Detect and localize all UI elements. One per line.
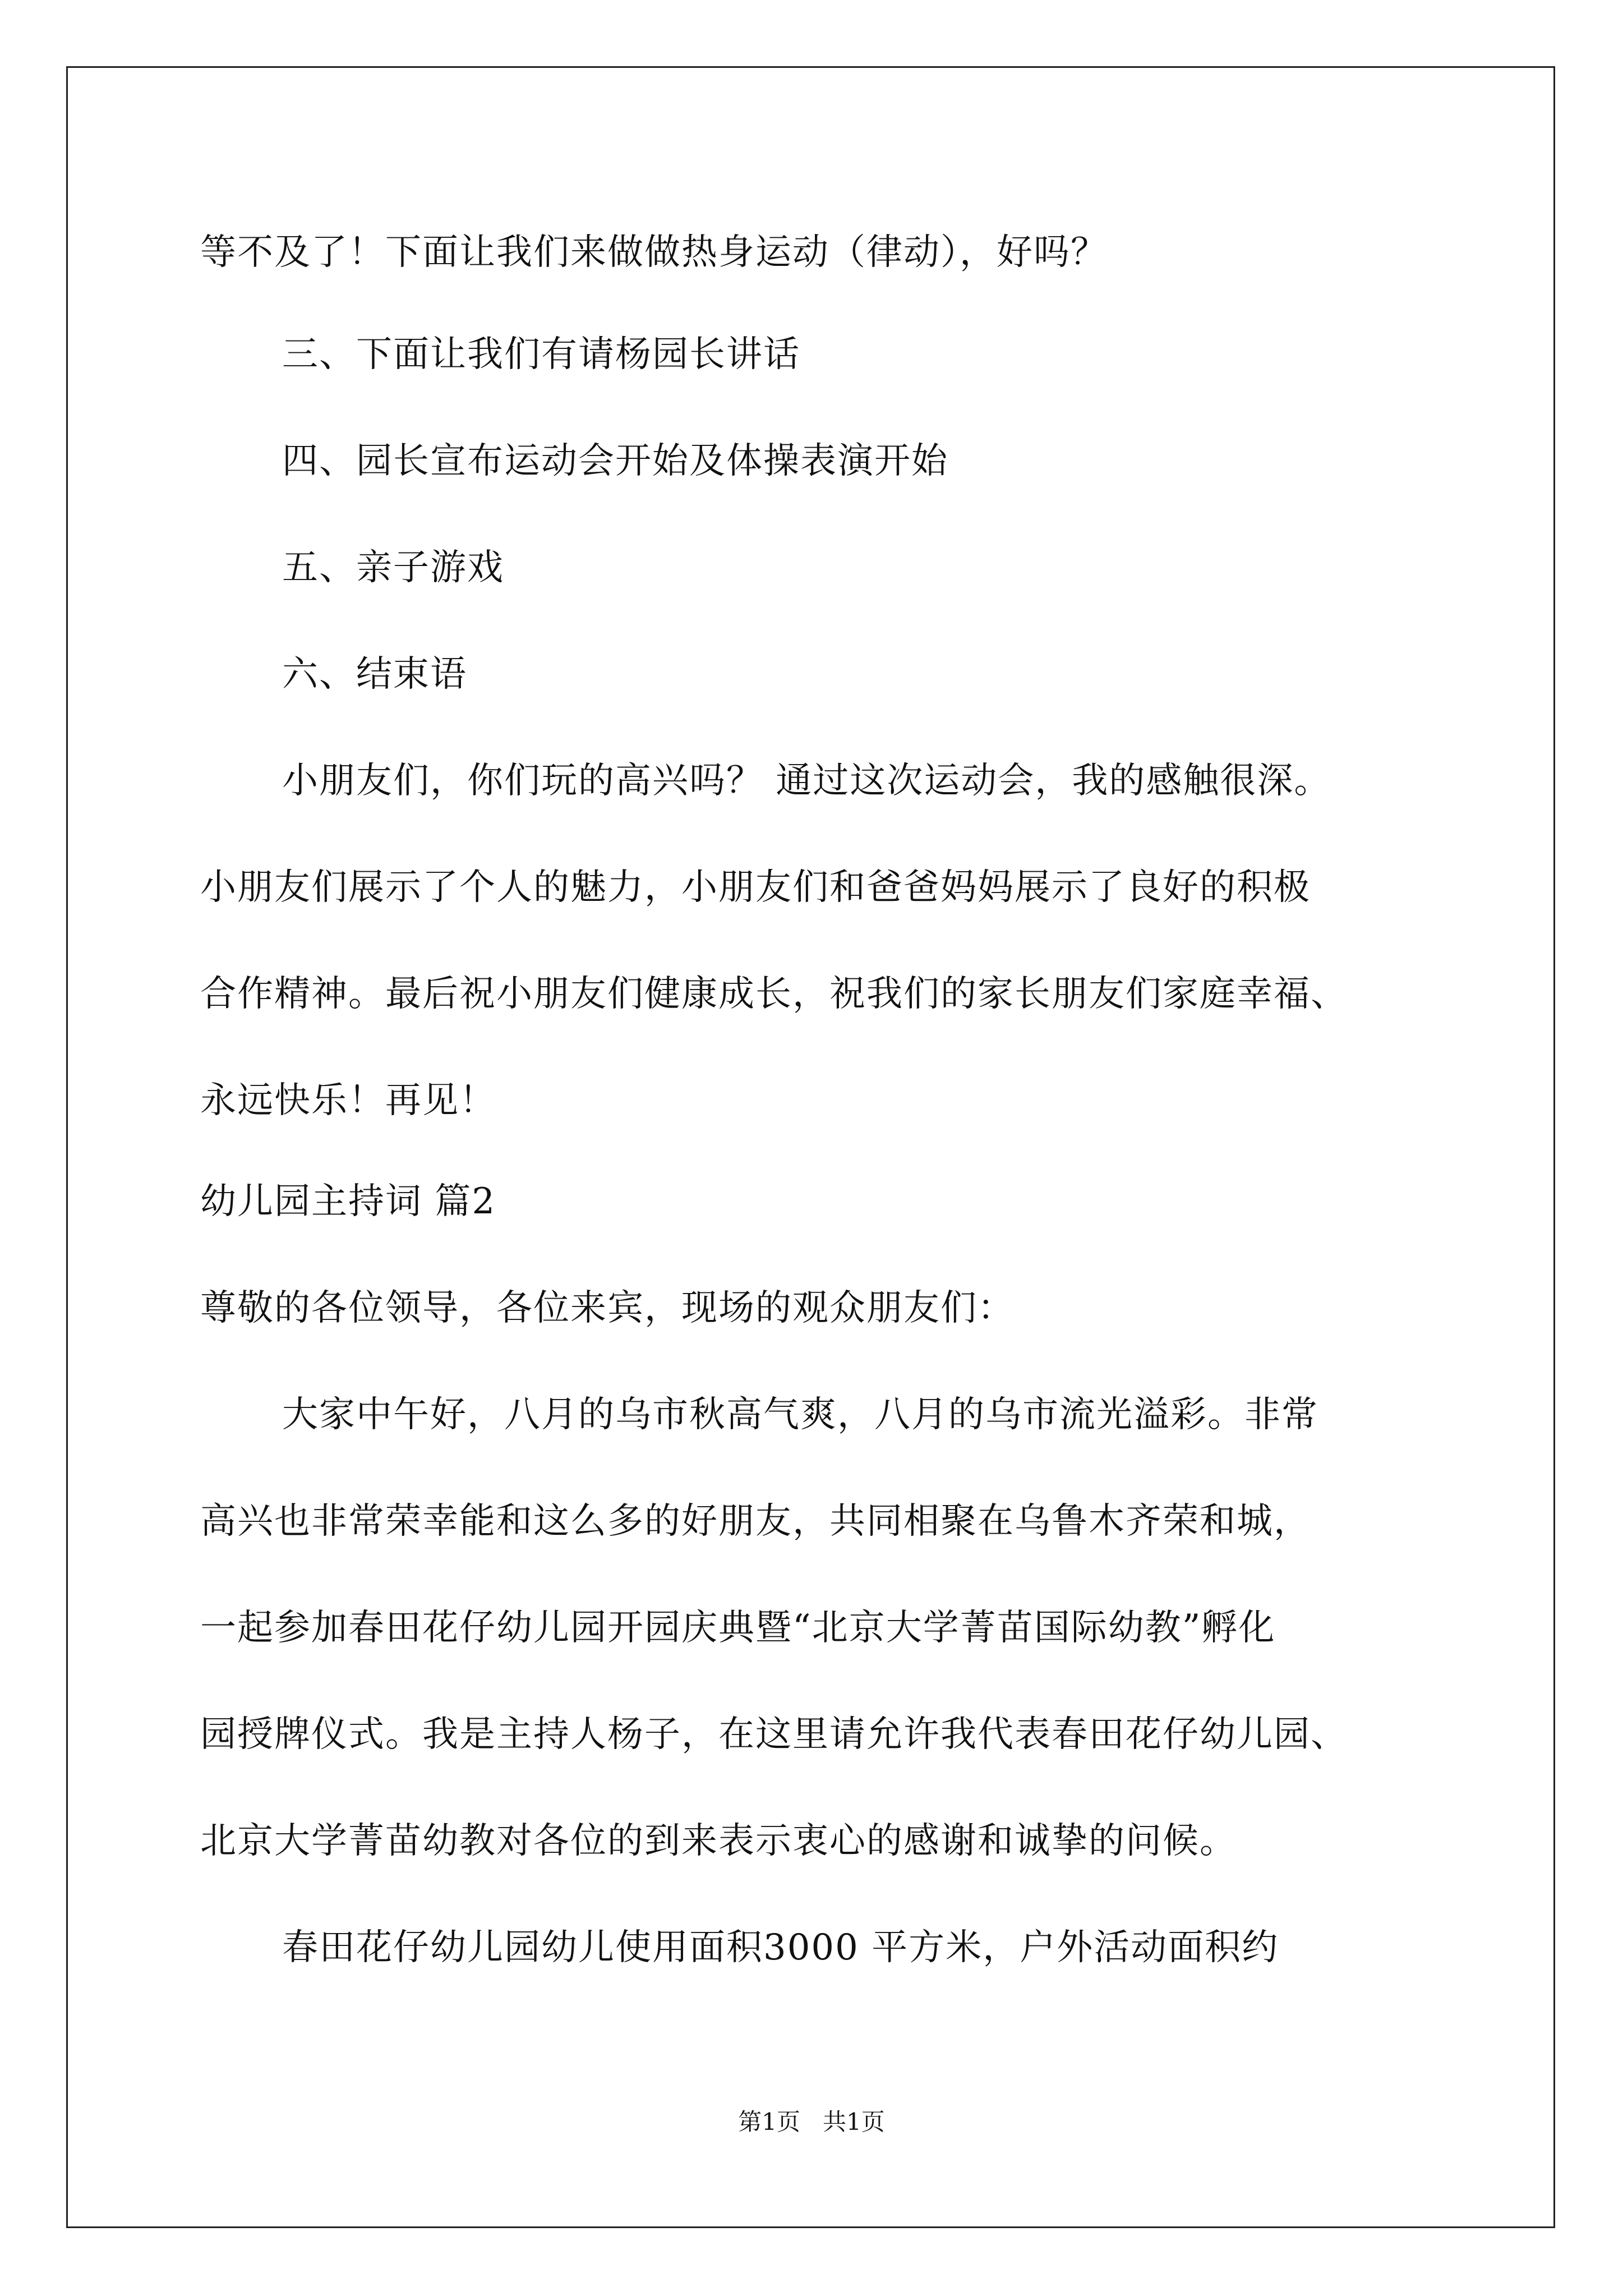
page-frame xyxy=(66,66,1555,2228)
closing-paragraph-line-2: 小朋友们展示了个人的魅力，小朋友们和爸爸妈妈展示了良好的积极 xyxy=(200,867,1311,908)
section-five: 五、亲子游戏 xyxy=(282,547,504,588)
page-footer: 第1页 共1页 xyxy=(738,2108,885,2136)
intro-paragraph-line-2: 高兴也非常荣幸能和这么多的好朋友，共同相聚在乌鲁木齐荣和城， xyxy=(200,1501,1311,1542)
section-six: 六、结束语 xyxy=(282,654,467,695)
section-three: 三、下面让我们有请杨园长讲话 xyxy=(282,334,800,375)
closing-paragraph-line-3: 合作精神。最后祝小朋友们健康成长，祝我们的家长朋友们家庭幸福、 xyxy=(200,973,1348,1015)
salutation: 尊敬的各位领导，各位来宾，现场的观众朋友们： xyxy=(200,1287,1015,1329)
intro-paragraph-line-3: 一起参加春田花仔幼儿园开园庆典暨“北京大学菁苗国际幼教”孵化 xyxy=(200,1607,1276,1649)
closing-paragraph-line-4: 永远快乐！再见！ xyxy=(200,1080,496,1121)
section-heading: 幼儿园主持词 篇2 xyxy=(200,1181,496,1222)
closing-paragraph-line-1: 小朋友们，你们玩的高兴吗？ 通过这次运动会，我的感触很深。 xyxy=(282,760,1331,802)
intro-paragraph-line-5: 北京大学菁苗幼教对各位的到来表示衷心的感谢和诚挚的问候。 xyxy=(200,1820,1237,1862)
body-line-1: 等不及了！下面让我们来做做热身运动（律动），好吗？ xyxy=(200,232,1108,273)
section-four: 四、园长宣布运动会开始及体操表演开始 xyxy=(282,440,948,482)
facility-paragraph-line-1: 春田花仔幼儿园幼儿使用面积3000 平方米，户外活动面积约 xyxy=(282,1927,1279,1968)
intro-paragraph-line-4: 园授牌仪式。我是主持人杨子，在这里请允许我代表春田花仔幼儿园、 xyxy=(200,1714,1348,1755)
intro-paragraph-line-1: 大家中午好，八月的乌市秋高气爽，八月的乌市流光溢彩。非常 xyxy=(282,1394,1318,1435)
